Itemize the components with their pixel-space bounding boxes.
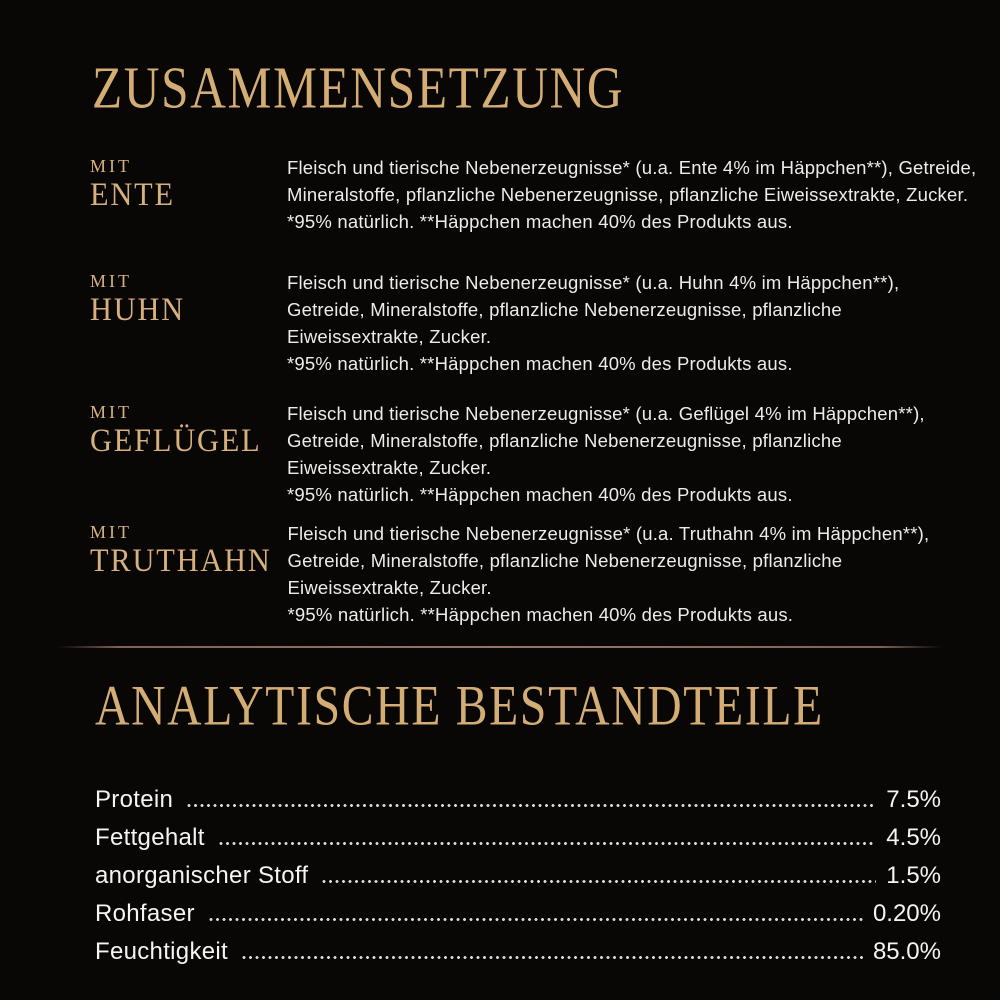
- section-label-huhn: [90, 269, 287, 328]
- section-name: TRUTHAHN: [90, 542, 272, 579]
- composition-section-huhn: [90, 269, 1000, 377]
- composition-section-truthahn: [90, 520, 1000, 628]
- analysis-label: Fettgehalt: [95, 824, 205, 852]
- composition-title: [92, 56, 1000, 120]
- analysis-label: Feuchtigkeit: [95, 938, 228, 966]
- analysis-value: 85.0%: [872, 938, 941, 966]
- analysis-row-fettgehalt: [95, 815, 941, 853]
- section-name: GEFLÜGEL: [90, 422, 262, 459]
- analysis-row-anorganischer-stoff: [95, 853, 941, 891]
- analysis-row-rohfaser: [95, 891, 941, 929]
- section-description-ente: [287, 154, 977, 235]
- analysis-row-protein: [95, 777, 941, 815]
- footnote-text: *95% natürlich. **Häppchen machen 40% des Produkts aus.: [287, 483, 793, 505]
- section-prefix: MIT: [90, 521, 132, 542]
- composition-section-ente: [90, 154, 1000, 235]
- analysis-value: 1.5%: [886, 862, 941, 890]
- section-label-gefluegel: [90, 400, 287, 459]
- section-label-truthahn: [90, 520, 287, 579]
- section-prefix: MIT: [90, 270, 132, 291]
- analysis-table: [95, 777, 941, 967]
- ingredients-text: Fleisch und tierische Nebenerzeugnisse* (u.a. Huhn 4% im Häppchen**), Getreide, Mineralstoffe, pflanzliche Nebenerzeugnisse, pflanzliche Eiweissextrakte, Zucker.: [287, 271, 900, 347]
- ingredients-text: Fleisch und tierische Nebenerzeugnisse* (u.a. Ente 4% im Häppchen**), Getreide, Mineralstoffe, pflanzliche Nebenerzeugnisse, pflanzliche Eiweissextrakte, Zucker.: [287, 156, 977, 205]
- section-description-gefluegel: [287, 400, 977, 508]
- footnote-text: *95% natürlich. **Häppchen machen 40% des Produkts aus.: [287, 603, 794, 625]
- footnote-text: *95% natürlich. **Häppchen machen 40% des Produkts aus.: [287, 352, 793, 374]
- analysis-value: 4.5%: [886, 824, 941, 852]
- section-divider: [58, 646, 942, 648]
- composition-title-text: ZUSAMMENSETZUNG: [92, 54, 625, 121]
- composition-sections: [90, 154, 1000, 628]
- section-name: ENTE: [90, 176, 175, 213]
- dot-leader: [242, 955, 863, 960]
- composition-section-gefluegel: [90, 400, 1000, 508]
- section-prefix: MIT: [90, 401, 132, 422]
- analysis-label: Rohfaser: [95, 900, 195, 928]
- ingredients-text: Fleisch und tierische Nebenerzeugnisse* (u.a. Truthahn 4% im Häppchen**), Getreide, Mineralstoffe, pflanzliche Nebenerzeugnisse, pflanzliche Eiweissextrakte, Zucker.: [287, 522, 930, 598]
- analysis-label: anorganischer Stoff: [95, 862, 309, 890]
- footnote-text: *95% natürlich. **Häppchen machen 40% des Produkts aus.: [287, 210, 793, 232]
- dot-leader: [219, 841, 877, 846]
- section-label-ente: [90, 154, 287, 213]
- analysis-label: Protein: [95, 786, 174, 814]
- analysis-value: 7.5%: [886, 786, 941, 814]
- dot-leader: [322, 879, 876, 884]
- section-description-truthahn: [287, 520, 977, 628]
- analysis-row-feuchtigkeit: [95, 929, 941, 967]
- dot-leader: [187, 803, 876, 808]
- section-prefix: MIT: [90, 155, 132, 176]
- dot-leader: [209, 917, 863, 922]
- analysis-title: [95, 676, 1000, 738]
- analysis-title-text: ANALYTISCHE BESTANDTEILE: [95, 674, 824, 738]
- analysis-value: 0.20%: [872, 900, 941, 928]
- section-description-huhn: [287, 269, 977, 377]
- section-name: HUHN: [90, 291, 186, 328]
- ingredients-text: Fleisch und tierische Nebenerzeugnisse* (u.a. Geflügel 4% im Häppchen**), Getreide, Mineralstoffe, pflanzliche Nebenerzeugnisse, pflanzliche Eiweissextrakte, Zucker.: [287, 402, 925, 478]
